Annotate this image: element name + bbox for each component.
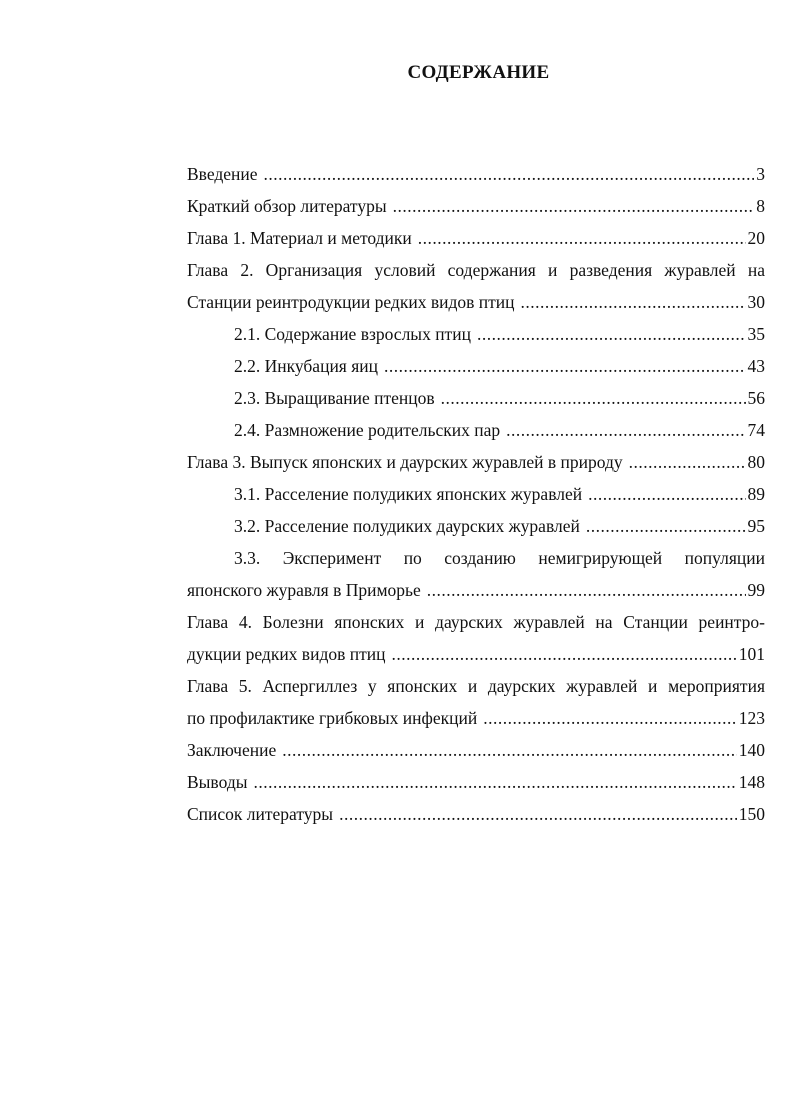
toc-leader-dots: [483, 702, 737, 734]
toc-entry-page: 150: [738, 804, 765, 824]
toc-entry-findings: [187, 766, 765, 798]
toc-entry-chapter-2-line1: Глава 2. Организация условий содержания и разведения журавлей на: [187, 260, 765, 280]
toc-entry-chapter-4: [187, 638, 765, 670]
toc-leader-dots: [477, 318, 746, 350]
toc-entry-label: Выводы: [187, 772, 248, 792]
toc-entry-label: по профилактике грибковых инфекций: [187, 708, 478, 728]
toc-entry-label: 2.2. Инкубация яиц: [234, 356, 379, 376]
toc-leader-dots: [384, 350, 745, 382]
toc-entry-page: 95: [747, 516, 765, 536]
toc-leader-dots: [393, 190, 755, 222]
toc-entry-section-3-1: [187, 478, 765, 510]
toc-entry-chapter-3: [187, 446, 765, 478]
toc-entry-chapter-1: [187, 222, 765, 254]
toc-leader-dots: [282, 734, 737, 766]
toc-leader-dots: [427, 574, 746, 606]
toc-entry-section-3-3-line1: 3.3. Эксперимент по созданию немигрирующей популяции: [234, 548, 765, 568]
toc-entry-label: Заключение: [187, 740, 277, 760]
toc-entry-literature-review: [187, 190, 765, 222]
toc-entry-page: 56: [747, 388, 765, 408]
toc-leader-dots: [588, 478, 745, 510]
toc-entry-page: 101: [738, 644, 765, 664]
toc-entry-introduction: [187, 158, 765, 190]
toc-entry-page: 74: [747, 420, 765, 440]
toc-entry-label: Краткий обзор литературы: [187, 196, 387, 216]
toc-entry-page: 80: [747, 452, 765, 472]
toc-leader-dots: [339, 798, 737, 830]
toc-entry-label: 3.2. Расселение полудиких даурских журавлей: [234, 516, 580, 536]
toc-entry-label: Введение: [187, 164, 258, 184]
toc-entry-label: японского журавля в Приморье: [187, 580, 421, 600]
toc-entry-label: Глава 3. Выпуск японских и даурских журавлей в природу: [187, 452, 623, 472]
toc-entry-chapter-5: [187, 702, 765, 734]
toc-entry-section-2-2: [187, 350, 765, 382]
toc-entry-page: 3: [756, 164, 765, 184]
toc-leader-dots: [586, 510, 746, 542]
toc-entry-page: 8: [756, 196, 765, 216]
toc-entry-chapter-4-line1: Глава 4. Болезни японских и даурских журавлей на Станции реинтро-: [187, 612, 765, 632]
toc-entry-label: Список литературы: [187, 804, 334, 824]
toc-leader-dots: [391, 638, 736, 670]
toc-entry-label: 2.4. Размножение родительских пар: [234, 420, 501, 440]
toc-entry-label: Глава 1. Материал и методики: [187, 228, 412, 248]
toc-entry-page: 30: [747, 292, 765, 312]
table-of-contents: [187, 158, 765, 830]
toc-entry-label: 2.3. Выращивание птенцов: [234, 388, 435, 408]
toc-entry-label: Станции реинтродукции редких видов птиц: [187, 292, 515, 312]
toc-entry-page: 20: [747, 228, 765, 248]
page-title: СОДЕРЖАНИЕ: [407, 62, 550, 83]
toc-entry-page: 148: [738, 772, 765, 792]
toc-entry-page: 35: [747, 324, 765, 344]
toc-entry-conclusion: [187, 734, 765, 766]
toc-leader-dots: [264, 158, 755, 190]
toc-entry-page: 43: [747, 356, 765, 376]
toc-entry-page: 140: [738, 740, 765, 760]
toc-entry-chapter-2: [187, 286, 765, 318]
toc-entry-label: дукции редких видов птиц: [187, 644, 386, 664]
toc-entry-label: 3.1. Расселение полудиких японских журавлей: [234, 484, 583, 504]
toc-entry-label: 2.1. Содержание взрослых птиц: [234, 324, 471, 344]
toc-entry-page: 89: [747, 484, 765, 504]
toc-entry-page: 123: [738, 708, 765, 728]
toc-leader-dots: [418, 222, 746, 254]
toc-entry-section-3-2: [187, 510, 765, 542]
toc-leader-dots: [506, 414, 745, 446]
toc-leader-dots: [520, 286, 745, 318]
toc-leader-dots: [629, 446, 746, 478]
toc-entry-section-3-3: [187, 574, 765, 606]
toc-leader-dots: [253, 766, 736, 798]
toc-leader-dots: [441, 382, 746, 414]
toc-entry-section-2-4: [187, 414, 765, 446]
toc-entry-chapter-5-line1: Глава 5. Аспергиллез у японских и даурских журавлей и мероприятия: [187, 676, 765, 696]
toc-entry-section-2-1: [187, 318, 765, 350]
toc-entry-section-2-3: [187, 382, 765, 414]
toc-entry-references: [187, 798, 765, 830]
toc-entry-page: 99: [747, 580, 765, 600]
